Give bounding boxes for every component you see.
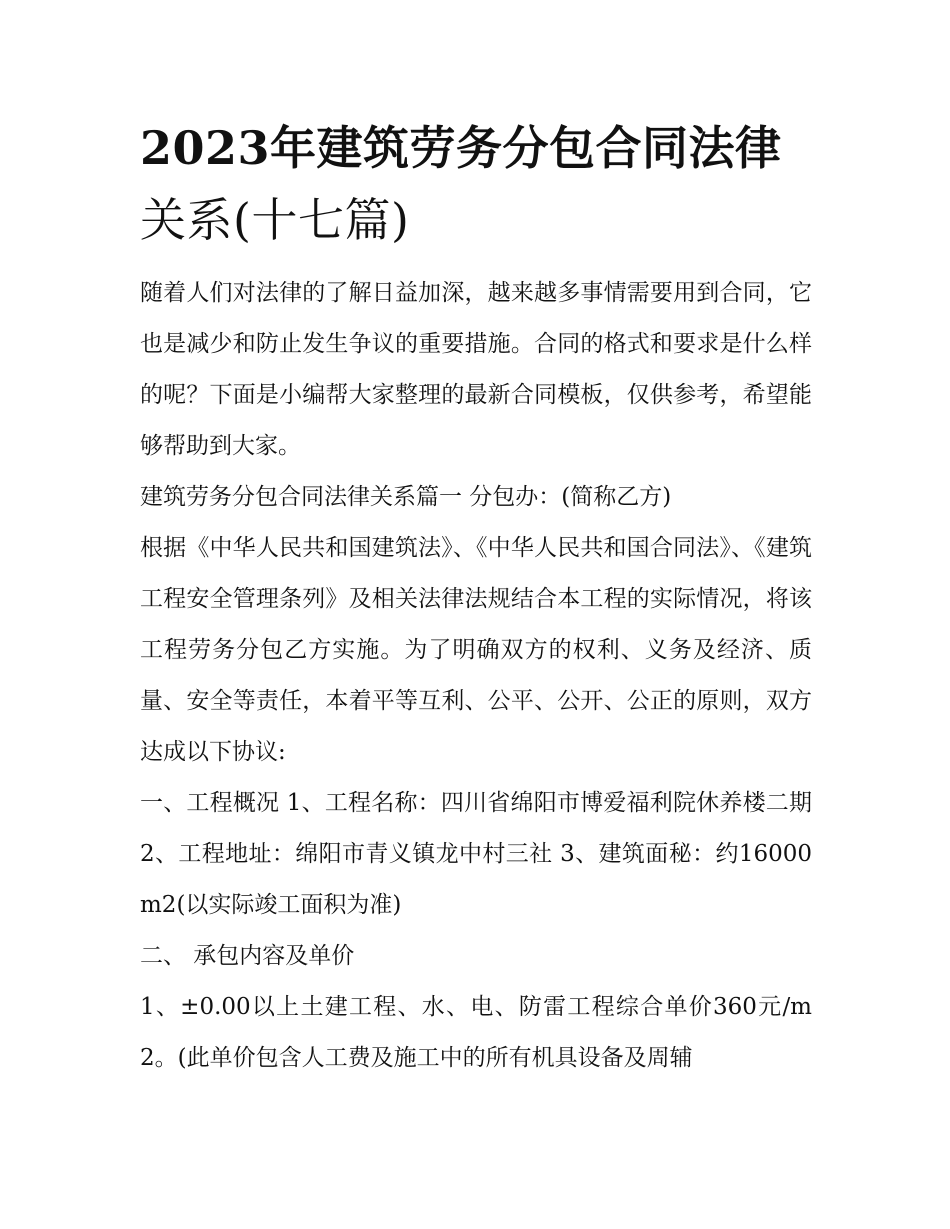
legal-basis-paragraph: 根据《中华人民共和国建筑法》、《中华人民共和国合同法》、《建筑工程安全管理条列》及相关法律法规结合本工程的实际情况，将该工程劳务分包乙方实施。为了明确双方的权利、义务及经济、质量、安全等责任，本着平等互利、公平、公开、公正的原则，双方达成以下协议: [140, 535, 812, 765]
section-heading-part-one: 建筑劳务分包合同法律关系篇一 分包办：(简称乙方) [140, 484, 672, 510]
unit-price-paragraph: 1、±0.00以上土建工程、水、电、防雷工程综合单价360元/m2。(此单价包含人工费及施工中的所有机具设备及周辅 [140, 994, 812, 1071]
document-body [140, 112, 812, 1084]
intro-paragraph: 随着人们对法律的了解日益加深，越来越多事情需要用到合同，它也是减少和防止发生争议的重要措施。合同的格式和要求是什么样的呢？下面是小编帮大家整理的最新合同模板，仅供参考，希望能够帮助到大家。 [140, 280, 812, 459]
section-heading-contract-scope: 二、 承包内容及单价 [140, 943, 355, 969]
title-line-2: 关系(十七篇) [140, 193, 410, 247]
document-title [140, 112, 812, 256]
project-overview-paragraph: 一、工程概况 1、工程名称：四川省绵阳市博爱福利院休养楼二期 2、工程地址：绵阳市青义镇龙中村三社 3、建筑面秘：约16000m2(以实际竣工面积为准) [140, 790, 812, 918]
title-line-1: 2023年建筑劳务分包合同法律 [140, 121, 782, 175]
